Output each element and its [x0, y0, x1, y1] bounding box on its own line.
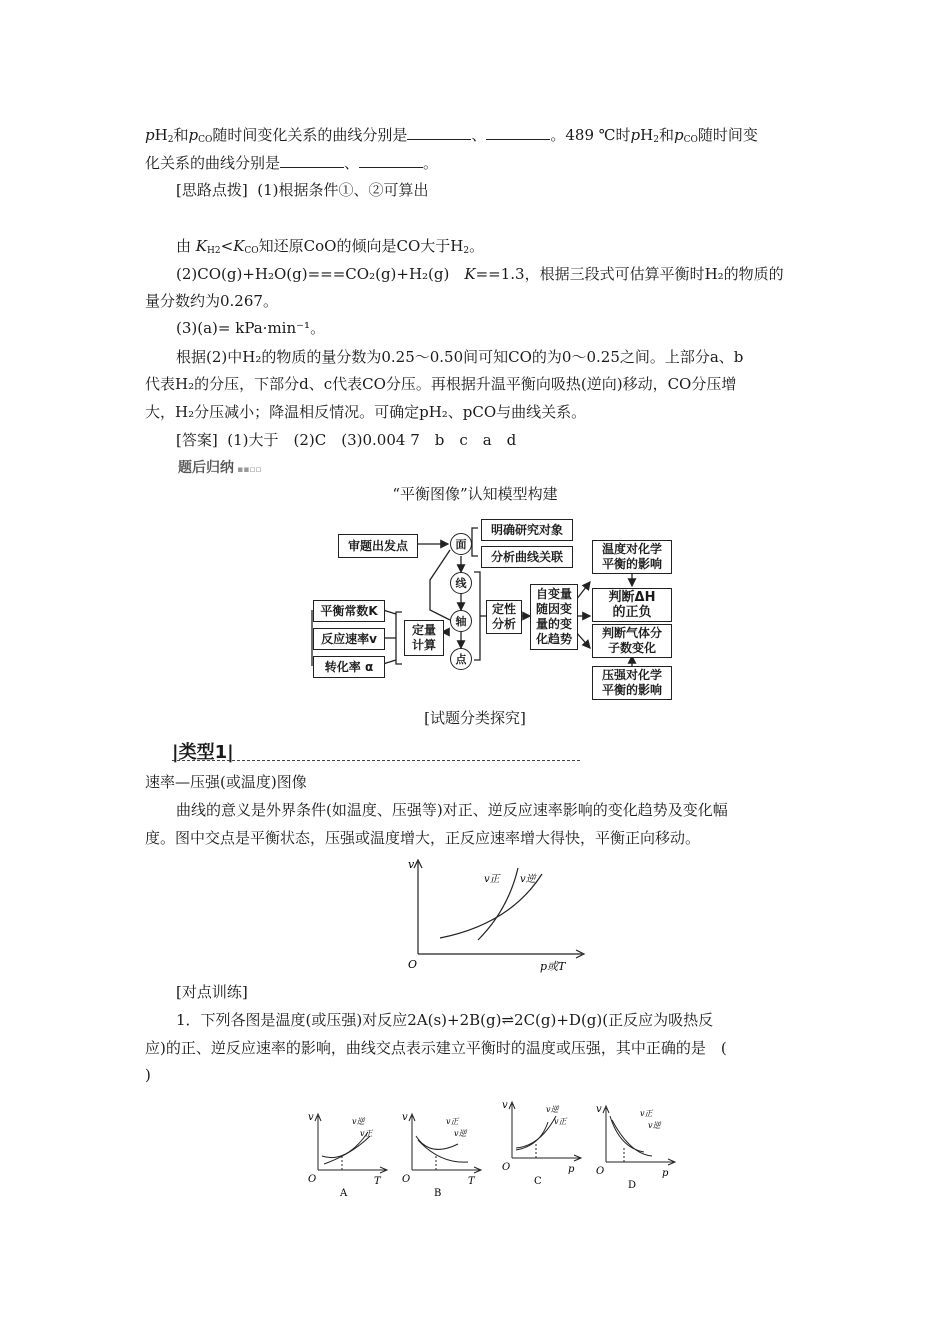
- option-graph-b[interactable]: [400, 1110, 486, 1200]
- type1-para1: 曲线的意义是外界条件(如温度、压强等)对正、逆反应速率影响的变化趋势及变化幅: [176, 801, 728, 819]
- flow-qual: 定性 分析: [486, 600, 522, 634]
- flow-quant: 定量 计算: [404, 620, 444, 656]
- option-origin: O: [308, 1174, 317, 1185]
- type1-divider: [172, 760, 580, 761]
- option-label: A: [340, 1188, 348, 1199]
- flow-press: 压强对化学 平衡的影响: [592, 666, 672, 700]
- flow-gas: 判断气体分 子数变化: [592, 624, 672, 658]
- option-curve-label-bottom: v逆: [648, 1121, 661, 1130]
- option-origin: O: [402, 1174, 411, 1185]
- option-curve-label-top: v正: [640, 1109, 653, 1118]
- flow-xian: 线: [450, 572, 472, 594]
- flow-mian: 面: [450, 533, 472, 555]
- answer-blank[interactable]: [486, 124, 550, 140]
- hint-line4: 量分数约为0.267。: [145, 292, 278, 310]
- option-label: D: [628, 1180, 637, 1191]
- main-y-label: v: [408, 858, 415, 871]
- hint-line6: 根据(2)中H₂的物质的量分数为0.25～0.50间可知CO的为0～0.25之间。上部分a、b: [176, 348, 744, 366]
- q3-line1: $pH_2$和$p_{CO}$随时间变化关系的曲线分别是 、 。489 ℃时$pH_2$和$p_{CO}$随时间变: [145, 126, 758, 145]
- flow-rate: 反应速率v: [313, 628, 385, 650]
- main-vrev-label: v逆: [520, 874, 536, 885]
- option-label: C: [534, 1176, 542, 1187]
- option-y-label: v: [402, 1112, 408, 1123]
- hint-line1: [思路点拨] (1)根据条件①、②可算出: [176, 181, 429, 199]
- hint-line8: 大，H₂分压减小；降温相反情况。可确定pH₂、pCO与曲线关系。: [145, 403, 587, 421]
- flow-start: 审题出发点: [338, 534, 418, 558]
- q1-line3: ): [145, 1066, 151, 1084]
- hint-line3: (2)CO(g)+H₂O(g)===CO₂(g)+H₂(g) K==1.3，根据三段式可估算平衡时H₂的物质的: [176, 265, 784, 283]
- option-x-label: p: [568, 1164, 575, 1175]
- type1-header: |类型1|: [172, 742, 234, 763]
- flow-conv: 转化率 α: [313, 656, 385, 678]
- option-graph-a[interactable]: [306, 1110, 392, 1200]
- answer-blank[interactable]: [359, 152, 423, 168]
- flow-indep: 自变量 随因变 量的变 化趋势: [530, 584, 578, 650]
- flow-temp: 温度对化学 平衡的影响: [592, 540, 672, 574]
- main-origin: O: [408, 958, 418, 971]
- type1-subtitle: 速率—压强(或温度)图像: [145, 773, 307, 791]
- option-y-label: v: [308, 1112, 314, 1123]
- option-label: B: [434, 1188, 442, 1199]
- option-y-label: v: [596, 1104, 602, 1115]
- option-x-label: T: [468, 1176, 475, 1187]
- hint-line7: 代表H₂的分压，下部分d、c代表CO分压。再根据升温平衡向吸热(逆向)移动，CO分压增: [145, 375, 737, 393]
- summary-header: 题后归纳 ▪▪▫▫: [178, 460, 262, 476]
- option-graph-d[interactable]: [594, 1102, 680, 1192]
- q1-line2: 应)的正、逆反应速率的影响，曲线交点表示建立平衡时的温度或压强，其中正确的是 (: [145, 1039, 727, 1057]
- answer-line: [答案] (1)大于 (2)C (3)0.004 7 b c a d: [176, 431, 517, 449]
- hint-line5: (3)(a)= kPa·min⁻¹。: [176, 319, 326, 337]
- q1-line1: 1．下列各图是温度(或压强)对反应2A(s)+2B(g)⇌2C(g)+D(g)(正反应为吸热反: [176, 1011, 714, 1029]
- main-rate-graph: [400, 854, 600, 978]
- option-curve-label-top: v正: [446, 1117, 459, 1126]
- main-x-label: p或T: [540, 960, 566, 973]
- option-x-label: p: [662, 1168, 669, 1179]
- answer-blank[interactable]: [280, 152, 344, 168]
- flow-dian: 点: [450, 648, 472, 670]
- model-title: “平衡图像”认知模型构建: [392, 485, 558, 503]
- option-curve-label-top: v逆: [352, 1117, 365, 1126]
- flow-zhou: 轴: [450, 610, 472, 632]
- option-curve-label-bottom: v正: [360, 1129, 373, 1138]
- option-origin: O: [502, 1162, 511, 1173]
- main-vfwd-label: v正: [484, 874, 500, 885]
- type1-para2: 度。图中交点是平衡状态，压强或温度增大，正反应速率增大得快，平衡正向移动。: [145, 829, 701, 847]
- exploration-label: [试题分类探究]: [424, 709, 526, 727]
- hint-line2: 由 $K_{H2}<K_{CO}$知还原CoO的倾向是CO大于$H_2$。: [176, 237, 485, 256]
- answer-blank[interactable]: [407, 124, 471, 140]
- option-curve-label-bottom: v逆: [454, 1129, 467, 1138]
- flow-K: 平衡常数K: [313, 600, 385, 622]
- option-x-label: T: [374, 1176, 381, 1187]
- q3-line2: 化关系的曲线分别是 、 。: [145, 154, 439, 172]
- option-graph-c[interactable]: [500, 1098, 586, 1188]
- flow-rel: 分析曲线关联: [481, 546, 573, 568]
- option-origin: O: [596, 1166, 605, 1177]
- option-curve-label-top: v逆: [546, 1105, 559, 1114]
- flow-dh: 判断ΔH 的正负: [592, 588, 672, 622]
- option-curve-label-bottom: v正: [554, 1117, 567, 1126]
- flow-obj: 明确研究对象: [481, 519, 573, 541]
- option-y-label: v: [502, 1100, 508, 1111]
- practice-label: [对点训练]: [176, 983, 248, 1001]
